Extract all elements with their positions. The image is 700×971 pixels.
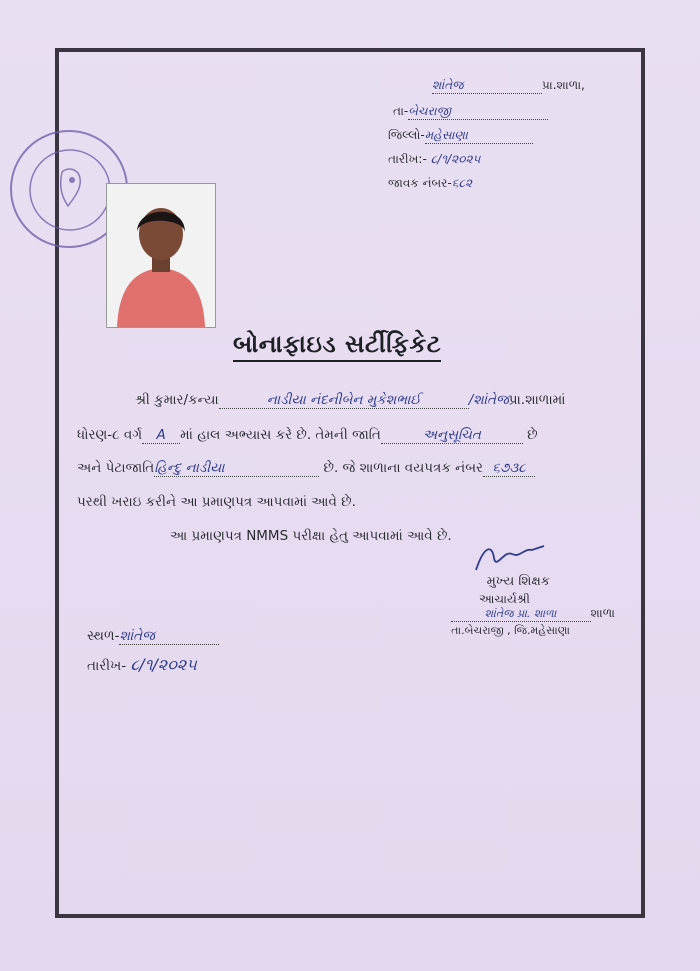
certificate-title: બોનાફાઇડ સર્ટીફિકેટ: [233, 330, 441, 362]
footer-date-label: તારીખ-: [87, 658, 127, 674]
body-line-5: આ પ્રમાણપત્ર NMMS પરીક્ષા હેતુ આપવામાં આવે છે.: [170, 528, 452, 544]
principal-school-value: શાંતેજ પ્રા. શાળા: [451, 607, 591, 622]
header-school-line: [432, 78, 585, 94]
caste-value: અનુસૂચિત: [381, 427, 523, 444]
footer-place-line: [87, 628, 219, 645]
body-line-2: [77, 427, 538, 444]
body-line-4: પરથી ખરાઇ કરીને આ પ્રમાણપત્ર આપવામાં આવે છે.: [77, 494, 356, 510]
header-outward-line: [388, 176, 472, 191]
footer-date-value: ૮/૧/૨૦૨૫: [130, 655, 197, 674]
student-name-value: નાડીયા નંદનીબેન મુકેશભાઈ: [219, 392, 469, 409]
line1-suffix: પ્રા.શાળામાં: [508, 392, 566, 408]
class-value: A: [142, 427, 180, 444]
school-inline-value: /શાંતેજ: [468, 392, 509, 408]
district-label: જિલ્લો-: [388, 128, 425, 142]
principal-school-line: [430, 606, 615, 622]
principal-role: મુખ્ય શિક્ષક: [486, 574, 550, 589]
header-school-suffix: પ્રા.શાળા,: [542, 78, 585, 92]
line3-mid: છે. જે શાળાના વયપત્રક નંબર: [323, 460, 484, 476]
place-value: શાંતેજ: [119, 628, 219, 645]
student-portrait-icon: [107, 184, 215, 327]
line2-mid: માં હાલ અભ્યાસ કરે છે. તેમની જાતિ: [180, 427, 381, 443]
line2-prefix: ધોરણ-૮ વર્ગ: [77, 427, 143, 443]
subcaste-value: હિન્દુ નાડીયા: [154, 460, 319, 477]
header-taluka-line: [393, 104, 548, 120]
line3-prefix: અને પેટાજાતિ: [77, 460, 155, 476]
principal-school-suffix: શાળા: [590, 606, 615, 620]
line2-suffix: છે: [527, 427, 538, 443]
outward-value: ૬૮૨: [451, 176, 473, 190]
header-date-label: તારીખ:-: [388, 152, 427, 166]
body-line-1: [135, 392, 566, 409]
principal-signature-icon: [470, 540, 550, 576]
footer-date-line: [87, 655, 197, 675]
register-value: ૬૭૩૮: [483, 460, 535, 477]
header-date-value: ૮/૧/૨૦૨૫: [430, 152, 481, 166]
taluka-value: બેચરાજી: [408, 104, 548, 120]
principal-address: તા.બેચરાજી , જિ.મહેસાણા: [451, 624, 570, 637]
body-line-3: [77, 460, 535, 477]
line1-prefix: શ્રી: [135, 392, 150, 408]
place-label: સ્થળ-: [87, 628, 120, 644]
header-date-line: [388, 152, 480, 167]
student-photo: [106, 183, 216, 328]
district-value: મહેસાણા: [425, 128, 533, 144]
taluka-label: તા-: [393, 104, 409, 118]
page-border: [55, 48, 645, 918]
outward-label: જાવક નંબર-: [388, 176, 452, 190]
header-school-value: શાંતેજ: [432, 78, 542, 94]
line1-gender: કુમાર/કન્યા: [154, 392, 219, 408]
principal-title: આચાર્યશ્રી: [479, 592, 530, 606]
header-district-line: [388, 128, 533, 144]
